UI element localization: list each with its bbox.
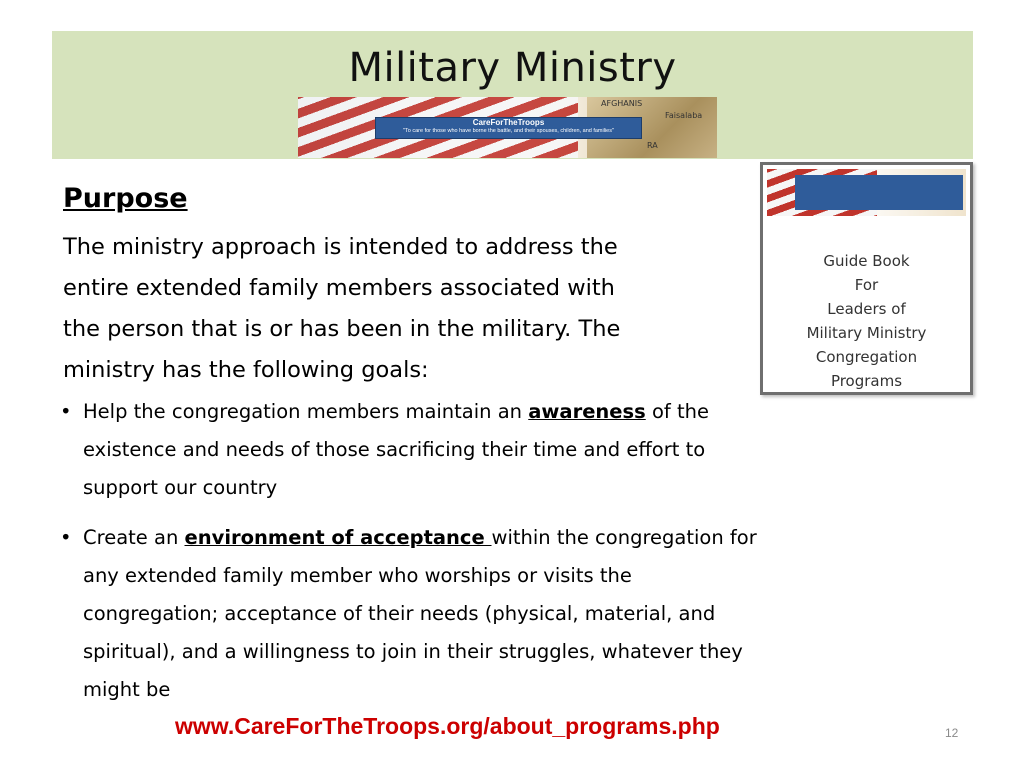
banner-tagline: "To care for those who have borne the battle, and their spouses, children, and families" <box>403 128 614 134</box>
bullet-line: any extended family member who worships or visits the <box>83 564 632 587</box>
page-number: 12 <box>945 726 959 740</box>
bullet-line: support our country <box>83 476 278 499</box>
bullet-text: Help the congregation members maintain an <box>83 400 529 423</box>
guide-book-logo-box <box>795 175 963 210</box>
intro-line: entire extended family members associated with <box>63 275 615 301</box>
purpose-heading: Purpose <box>63 183 188 214</box>
goal-bullet-acceptance <box>60 519 960 709</box>
bullet-line: congregation; acceptance of their needs (physical, material, and <box>83 602 716 625</box>
bullet-line: might be <box>83 678 171 701</box>
bullet-line: existence and needs of those sacrificing their time and effort to <box>83 438 706 461</box>
bullet-line: spiritual), and a willingness to join in their struggles, whatever they <box>83 640 743 663</box>
footer-url-link[interactable]: www.CareForTheTroops.org/about_programs.php <box>175 713 720 739</box>
purpose-intro <box>63 227 753 391</box>
guide-book-line: Military Ministry <box>806 324 927 342</box>
careforthetroops-banner-image <box>298 97 717 158</box>
guide-book-line: For <box>854 276 879 294</box>
goal-bullet-awareness <box>60 393 960 507</box>
guide-book-line: Leaders of <box>827 300 906 318</box>
bullet-text: of the <box>645 400 709 423</box>
bullet-line <box>83 519 960 557</box>
goals-list <box>60 393 960 709</box>
map-label: RA <box>647 141 658 150</box>
guide-book-line: Congregation <box>815 348 918 366</box>
bullet-line <box>83 393 960 431</box>
banner-org-name: CareForTheTroops <box>472 118 545 127</box>
bullet-emphasis: environment of acceptance <box>184 526 492 549</box>
slide-title: Military Ministry <box>348 45 677 91</box>
bullet-dot: • <box>60 526 72 549</box>
guide-book-line: Guide Book <box>823 252 910 270</box>
bullet-text: within the congregation for <box>491 526 757 549</box>
banner-logo-box <box>375 117 642 139</box>
bullet-dot: • <box>60 400 72 423</box>
intro-line: The ministry approach is intended to address the <box>63 234 618 260</box>
map-label: AFGHANIS <box>601 99 643 108</box>
guide-book-header-image <box>767 169 966 216</box>
guide-book-line: Programs <box>830 372 903 390</box>
bullet-emphasis: awareness <box>528 400 646 423</box>
intro-line: the person that is or has been in the military. The <box>63 316 621 342</box>
map-label: Faisalaba <box>665 111 703 120</box>
guide-book-title <box>763 249 970 393</box>
bullet-text: Create an <box>83 526 185 549</box>
guide-book-cover-image <box>760 162 973 395</box>
intro-line: ministry has the following goals: <box>63 357 429 383</box>
